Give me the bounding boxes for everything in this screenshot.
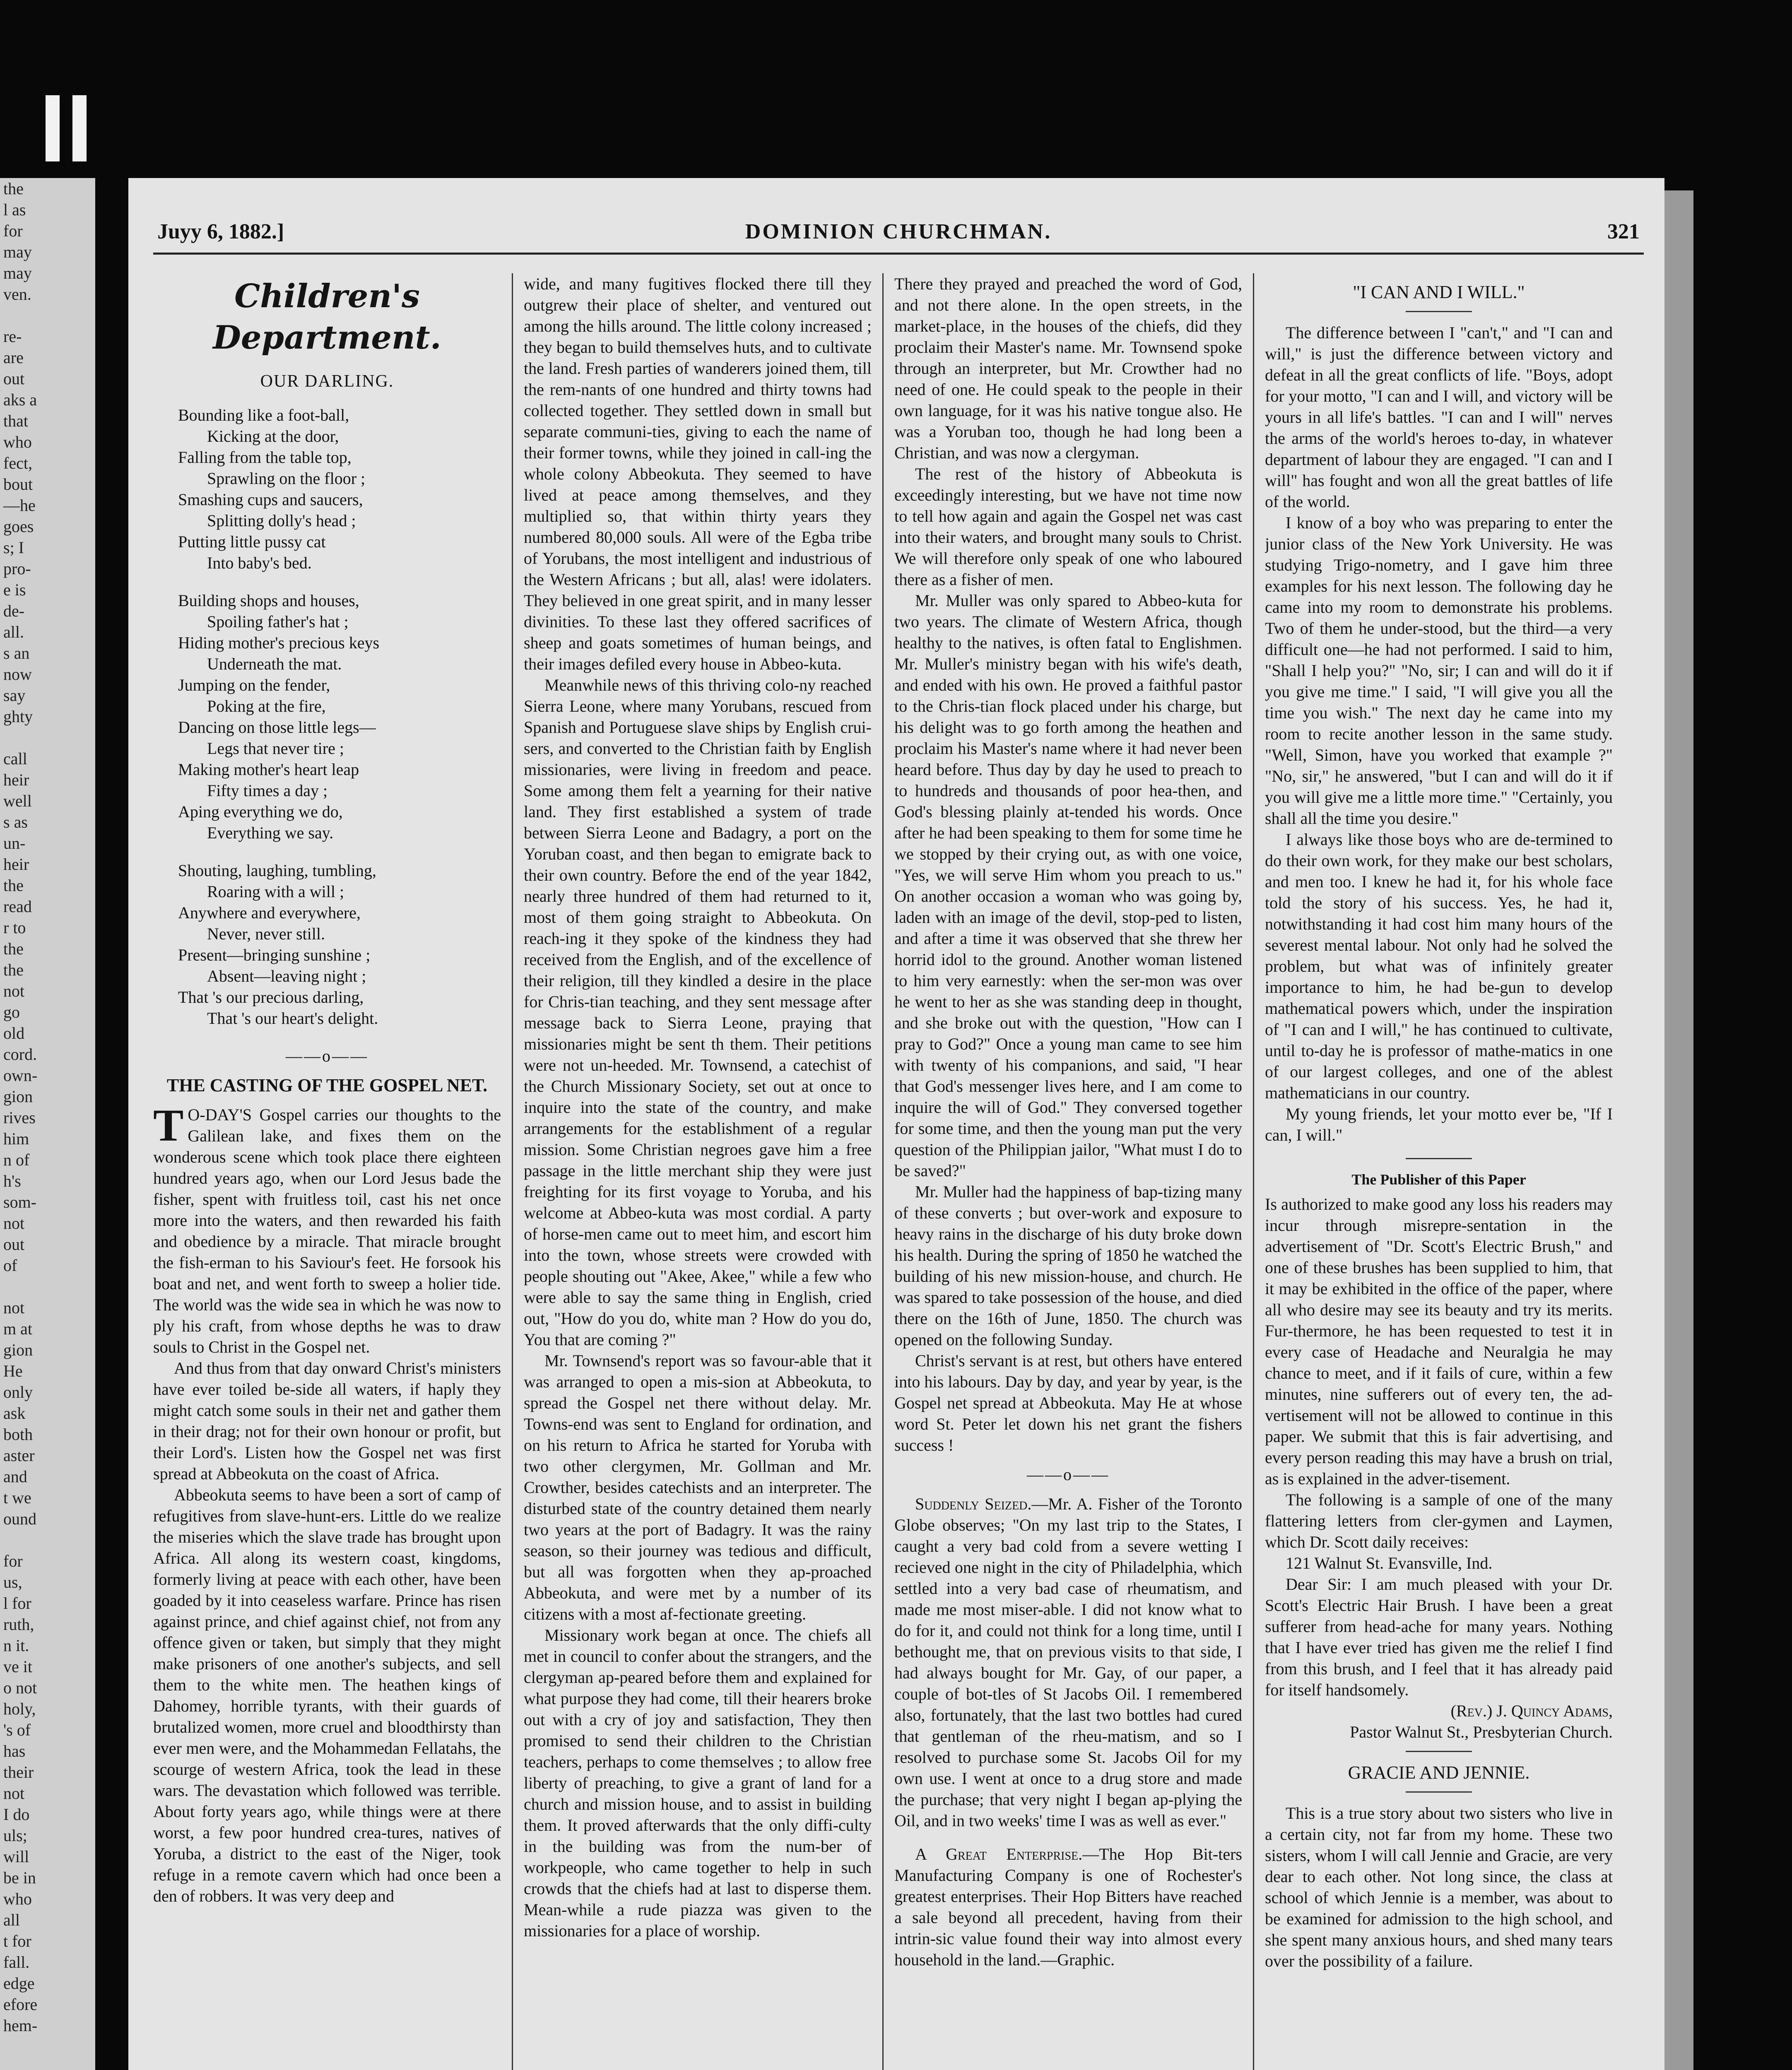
previous-page-fragment: all. [3, 623, 24, 641]
poem-line: Fifty times a day ; [207, 781, 328, 800]
previous-page-fragment: him [3, 1129, 29, 1148]
article-paragraph: My young friends, let your motto ever be, "If I can, I will." [1265, 1105, 1613, 1144]
previous-page-fragment: n of [3, 1151, 30, 1169]
poem-title: OUR DARLING. [260, 372, 394, 391]
column-rule-3 [1253, 273, 1254, 2070]
previous-page-fragment: for [3, 221, 23, 240]
poem-line: Everything we say. [207, 823, 334, 842]
previous-page-fragment: the [3, 939, 24, 958]
column-2 [524, 273, 872, 2070]
previous-page-fragment: old [3, 1024, 25, 1042]
poem-line: Smashing cups and saucers, [178, 490, 363, 509]
previous-page-fragment: fect, [3, 454, 32, 472]
poem-stanza [178, 860, 501, 1029]
previous-page-fragment: will [3, 1847, 29, 1866]
poem-line: Legs that never tire ; [207, 739, 344, 758]
article-paragraph: I know of a boy who was preparing to enter the junior class of the New York University. He was studying Trigo-nometry, and I gave him three examples for his next lesson. The following day he came into my room to demonstrate his problems. Two of them he under-stood, but the third—a very difficult one—he had not performed. I said to him, "Shall I help you?" "No, sir; I can and will do it if you give me time." I said, "I will give you all the time you wish." The next day he came into my room to recite another lesson in the same study. "Well, Simon, have you worked that example ?" "No, sir," he answered, "but I can and will do it if you will give me a little more time." "Certainly, you shall all the time you desire." [1265, 513, 1613, 828]
previous-page-fragment [0, 1276, 95, 1297]
previous-page-fragment: gion [3, 1087, 33, 1106]
previous-page-fragment: the [3, 876, 24, 895]
previous-page-fragment: m at [3, 1319, 32, 1338]
previous-page-fragment: l as [3, 200, 26, 219]
previous-page-fragment: 's of [3, 1721, 31, 1739]
article-paragraph: Abbeokuta seems to have been a sort of camp of refugitives from slave-hunt-ers. Little do we realize the miseries which the slave trade has brought upon Africa. All along its western coast, kingdoms, formerly living at peace with each other, have been goaded by it into ceaseless warfare. Prince has risen against prince, and chief against chief, not from any offence given or taken, but simply that they might make prisoners of one another's subjects, and sell them to the white men. The heathen kings of Dahomey, horrible tyrants, with their guards of brutalized women, more cruel and bloodthirsty than ever men were, and the Mohammedan Fellatahs, the scourge of western Africa, took the lead in these wars. The devastation which followed was terrible. About forty years ago, while things were at there worst, a few poor hundred crea-tures, natives of Yoruba, a district to the east of the Niger, took refuge in a remote cavern which had once been a den of robbers. It was very deep and [153, 1485, 501, 1905]
poem-line: Poking at the fire, [207, 697, 326, 715]
previous-page-fragment: not [3, 982, 25, 1000]
poem-line: Bounding like a foot-ball, [178, 406, 349, 424]
previous-page-fragment: go [3, 1003, 20, 1021]
previous-page-fragment: ask [3, 1404, 26, 1423]
previous-page-fragment: bout [3, 475, 33, 493]
previous-page-fragment: say [3, 686, 26, 705]
previous-page-fragment: cord. [3, 1045, 37, 1064]
news-item-lead: Suddenly Seized. [915, 1495, 1032, 1513]
article-paragraph: Mr. Townsend's report was so favour-able that it was arranged to open a mis-sion at Abbeokuta, to spread the Gospel net there without delay. Mr. Towns-end was sent to England for ordination, and on his return to Africa he started for Yoruba with two other clergymen, Mr. Gollman and Mr. Crowther, besides catechists and an interpreter. The disturbed state of the country detained them nearly two years at the port of Badagry. It was the rainy season, so their journey was tedious and difficult, but all was forgotten when they ap-proached Abbeokuta, and were met by a number of its citizens with a most af-fectionate greeting. [524, 1351, 872, 1623]
previous-page-fragment: all [3, 1911, 20, 1929]
publisher-notice: The following is a sample of one of the many flattering letters from cler-gymen and Laymen, which Dr. Scott daily receives: [1265, 1490, 1613, 1551]
poem-line: Roaring with a will ; [207, 882, 344, 901]
previous-page-fragment: for [3, 1552, 23, 1570]
previous-page-fragment: be in [3, 1868, 36, 1887]
previous-page-fragment: gion [3, 1341, 33, 1359]
article-paragraph: Mr. Muller had the happiness of bap-tizing many of these converts ; but over-work and exposure to heavy rains in the discharge of his duty broke down his health. During the spring of 1850 he watched the building of his new mission-house, and church. He was spared to take possession of the house, and died there on the 16th of June, 1850. The church was opened on the following Sunday. [894, 1182, 1242, 1349]
previous-page-fragment: are [3, 348, 24, 367]
previous-page-fragment: hem- [3, 2016, 38, 2035]
previous-page-fragment: r to [3, 918, 26, 937]
article-title: THE CASTING OF THE GOSPEL NET. [166, 1075, 488, 1095]
previous-page-fragment: call [3, 749, 27, 768]
previous-page-fragment: well [3, 792, 32, 810]
previous-page-fragment: goes [3, 517, 34, 536]
previous-page-fragment: aster [3, 1446, 35, 1465]
previous-page-fragment: re- [3, 327, 22, 346]
previous-page-fragment: now [3, 665, 32, 684]
poem-line: Kicking at the door, [207, 427, 339, 445]
previous-page-fragment: n it. [3, 1636, 29, 1655]
drop-cap: T [153, 1100, 184, 1151]
article-paragraph: wide, and many fugitives flocked there till they outgrew their place of shelter, and ventured out among the hills around. The little colony increased ; they began to build themselves huts, and to cultivate the land. Fresh parties of wanderers joined them, till the rem-nants of one hundred and thirty towns had collected together. They settled down in small but separate communi-ties, giving to each the name of their former towns, while they joined in call-ing the whole colony Abbeokuta. They seemed to have lived at peace among themselves, and they multiplied so, that within thirty years they numbered 80,000 souls. All were of the Egba tribe of Yorubans, the most intelligent and industrious of the Western Africans ; but all, alas! were idolaters. They believed in one great spirit, and in many lesser divinities. To these last they offered sacrifices of sheep and goats sometimes of human beings, and their images defiled every house in Abbeo-kuta. [524, 274, 872, 673]
previous-page-fragment: l for [3, 1594, 31, 1613]
letter-signature: (Rev.) J. Quincy Adams, [1450, 1702, 1613, 1720]
previous-page-fragment: not [3, 1214, 25, 1232]
previous-page-fragment: ve it [3, 1657, 32, 1676]
separator: ——o—— [286, 1047, 369, 1065]
article-paragraph: Meanwhile news of this thriving colo-ny reached Sierra Leone, where many Yorubans, rescued from Spanish and Portuguese slave ships by English crui-sers, and converted to the Christian faith by English missionaries, were living in freedom and peace. Some among them felt a yearning for their native land. They first established a system of trade between Sierra Leone and Badagry, a port on the Yoruban coast, and then began to emigrate back to their own country. Before the end of the year 1842, nearly three hundred of them had returned to it, most of them going straight to Abbeokuta. On reach-ing it they spoke of the kindness they had received from the English, and of the excellence of their religion, till they kindled a desire in the place for Chris-tian teaching, and they sent message after message back to Sierra Leone, praying that missionaries might be sent th them. Their petitions were not un-heeded. Mr. Townsend, a catechist of the Church Missionary Society, set out at once to inquire into the state of the country, and make arrangements for the establishment of a regular mission. Some Christian negroes gave him a free passage in the little merchant ship they were just freighting for its first voyage to Yoruba, and his welcome at Abbeo-kuta was most cordial. A party of horse-men came out to meet him, and escort him into the town, whose streets were crowded with people shouting out "Akee, Akee," while a few who were able to say the same thing in English, cried out, "How do you do, white man ? How do you do, You that are coming ?" [524, 676, 872, 1349]
article-paragraph: The rest of the history of Abbeokuta is exceedingly interesting, but we have not time now to tell how again and again the Gospel net was cast into their waters, and brought many souls to Christ. We will therefore only speak of one who laboured there as a fisher of men. [894, 465, 1242, 589]
news-item-lead: A Great Enterprise. [915, 1845, 1083, 1863]
previous-page-fragment: not [3, 1298, 25, 1317]
poem-line: Putting little pussy cat [178, 532, 326, 551]
previous-page-fragment: som- [3, 1193, 36, 1211]
separator: ——o—— [1027, 1465, 1110, 1484]
previous-page-fragment: not [3, 1784, 25, 1803]
previous-page-fragment: us, [3, 1573, 22, 1591]
previous-page-fragment: the [3, 179, 24, 198]
header-rule [153, 253, 1644, 255]
letter-signature-title: Pastor Walnut St., Presbyterian Church. [1350, 1723, 1613, 1741]
short-rule [1406, 1751, 1472, 1752]
article-paragraph: The difference between I "can't," and "I can and will," is just the difference between victory and defeat in all the great conflicts of life. "Boys, adopt for your motto, "I can and I will, and victory will be yours in all life's battles. "I can and I will" nerves the arms of the world's heroes to-day, in whatever department of labour they are engaged. "I can and I will" has fought and won all the great battles of life of the world. [1265, 323, 1613, 511]
previous-page-fragment: out [3, 369, 25, 388]
previous-page-fragment: the [3, 960, 24, 979]
previous-page-fragment: t for [3, 1932, 31, 1950]
article-paragraph: Mr. Muller was only spared to Abbeo-kuta for two years. The climate of Western Africa, though healthy to the natives, is often fatal to Englishmen. Mr. Muller's ministry began with his wife's death, and ended with his own. He proved a faithful pastor to the Chris-tian flock placed under his charge, but his delight was to go forth among the heathen and proclaim his Master's name where it had never been heard before. Thus day by day he used to preach to to hundreds and thousands of poor hea-then, and God's blessing plainly at-tended his words. Once after he had been speaking to them for some time he we stopped by their crying out, as with one voice, "Yes, we will serve Him whom you preach to us." On another occasion a woman who was going by, laden with an image of the devil, stop-ped to listen, and after a time it was observed that she threw her horrid idol to the ground. Another woman listened to him very earnestly: when the ser-mon was over he went to her as she was standing deep in thought, and she broke out with the question, "How can I pray to God?" Once a young man came to see him with twenty of his companions, and said, "I hear that God's messenger lives here, and I am come to inquire the will of God." They conversed together for some time, and then the young man put the very question of the Philippian jailor, "What must I do to be saved?" [894, 591, 1242, 1180]
article-paragraph: Missionary work began at once. The chiefs all met in council to confer about the strangers, and the clergyman ap-peared before them and explained for what purpose they had come, till their hearers broke out with a cry of joy and satisfaction, They then promised to send their children to the Christian teachers, perhaps to come themselves ; to allow free liberty of preaching, to give a grant of land for a church and mission house, and to assist in building them. It proved afterwards that the only diffi-culty in the building was from the num-ber of workpeople, who came together to help in such crowds that the chiefs had at last to disperse them. Mean-while a rude piazza was given to the missionaries for a place of worship. [524, 1626, 872, 1940]
film-mark-top-right [72, 95, 87, 161]
previous-page-fragment: heir [3, 855, 29, 874]
previous-page-fragment: their [3, 1763, 34, 1781]
previous-page-fragment: s; I [3, 538, 24, 557]
previous-page-fragment: heir [3, 770, 29, 789]
article-paragraph: I always like those boys who are de-termined to do their own work, for they make our best scholars, and men too. I knew he had it, for his whole face told the story of his success. Yes, he had it, notwithstanding it had cost him many hours of the severest mental labour. Not only had he solved the problem, but what was of infinitely greater importance to him, he had be-gun to develop mathematical powers which, under the inspiration of "I can and I will," he has continued to cultivate, until to-day he is professor of mathe-matics in one of our largest colleges, and one of the ablest mathematicians in our country. [1265, 830, 1613, 1102]
previous-page-fragment: ghty [3, 707, 33, 726]
previous-page-fragment [0, 1529, 95, 1550]
previous-page-fragment: out [3, 1235, 25, 1254]
department-title: Children's Department. [213, 277, 441, 356]
poem-line: Underneath the mat. [207, 655, 342, 673]
news-item-suddenly-seized: Suddenly Seized.—Mr. A. Fisher of the Toronto Globe observes; "On my last trip to the States, I caught a very bad cold from a severe wetting I recieved one night in the city of Philadelphia, which settled into a very bad case of rheumatism, and made me most miser-able. I did not know what to do for it, and could not think for a long time, until I bethought me, that on previous visits to that side, I had always bought for Mr. Gay, of our paper, a couple of bot-tles of St Jacobs Oil. I remembered also, fortunately, that the last two bottles had cured that gentleman of the rheu-matism, and so I resolved to purchase some St. Jacobs Oil for my own use. I went at once to a drug store and made the purchase; that very night I began ap-plying the Oil, and in two weeks' time I was as well as ever." [894, 1495, 1242, 1830]
short-rule [1406, 1158, 1472, 1159]
previous-page-fragment: who [3, 1889, 32, 1908]
article-paragraph: There they prayed and preached the word of God, and not there alone. In the open streets, in the market-place, in the houses of the chiefs, did they proclaim their Master's name. Mr. Townsend spoke through an interpreter, but Mr. Crowther had no need of one. He could speak to the people in their own language, for it was his native tongue also. He was a Yoruban too, though he had long been a Christian, and was now a clergyman. [894, 274, 1242, 462]
previous-page-fragment: holy, [3, 1699, 36, 1718]
previous-page-fragment: that [3, 412, 28, 430]
poem-line: Anywhere and everywhere, [178, 903, 361, 922]
previous-page-fragment: has [3, 1742, 26, 1760]
story-paragraph: This is a true story about two sisters who live in a certain city, not far from my home. These two sisters, whom I will call Jennie and Gracie, are very dear to each other. Not long since, the class at school of which Jennie is a member, was about to be examined for admission to the high school, and she spent many anxious hours, and shed many tears over the possibility of a failure. [1265, 1804, 1613, 1970]
previous-page-fragment [0, 727, 95, 748]
previous-page-fragment: de- [3, 602, 25, 620]
previous-page-fragment: edge [3, 1974, 35, 1993]
previous-page-fragment: fall. [3, 1953, 30, 1971]
column-rule-1 [512, 273, 513, 2070]
previous-page-fragment: I do [3, 1805, 30, 1824]
previous-page-fragment: may [3, 264, 32, 282]
poem-line: Building shops and houses, [178, 591, 359, 610]
poem-stanza [178, 590, 501, 843]
short-rule [1406, 311, 1472, 312]
article-title: "I CAN AND I WILL." [1353, 282, 1525, 302]
poem-line: Dancing on those little legs— [178, 718, 376, 737]
poem-stanza [178, 404, 501, 573]
poem-line: Aping everything we do, [178, 802, 343, 821]
previous-page-fragment: read [3, 897, 32, 916]
previous-page-fragment: both [3, 1425, 33, 1444]
poem-body [153, 404, 501, 1029]
poem-line: Shouting, laughing, tumbling, [178, 861, 376, 880]
poem-line: Falling from the table top, [178, 448, 352, 467]
poem-line: Into baby's bed. [207, 554, 312, 572]
newspaper-title: DOMINION CHURCHMAN. [745, 220, 1052, 243]
previous-page-fragment: h's [3, 1172, 21, 1190]
publisher-notice: Is authorized to make good any loss his readers may incur through misrepre-sentation in the advertisement of "Dr. Scott's Electric Brush," and one of these brushes has been supplied to him, that it may be exhibited in the office of the paper, where all who desire may see its beauty and try its merits. Fur-thermore, he has been requested to test it in every case of Headache and Neuralgia he may chance to meet, and if it fails of cure, within a few minutes, nine sufferers out of every ten, the ad-vertisement will not be allowed to continue in this paper. We submit that this is fair advertising, and every person reading this may have a brush on trial, as is explained in the adver-tisement. [1265, 1195, 1613, 1488]
previous-page-fragment: pro- [3, 559, 31, 578]
previous-page-fragment: may [3, 243, 32, 261]
issue-date: Juyy 6, 1882.] [157, 220, 284, 243]
previous-page-fragment: aks a [3, 390, 37, 409]
poem-line: That 's our heart's delight. [207, 1009, 378, 1028]
previous-page-fragment: un- [3, 834, 26, 852]
previous-page-edge [0, 178, 95, 2070]
previous-page-fragment: ruth, [3, 1615, 34, 1634]
previous-page-fragments [0, 178, 95, 2036]
previous-page-fragment: uls; [3, 1826, 27, 1845]
poem-line: That 's our precious darling, [178, 988, 364, 1006]
previous-page-fragment: rives [3, 1108, 36, 1127]
previous-page-fragment: He [3, 1362, 23, 1380]
article-body [153, 1100, 501, 1906]
column-4 [1265, 273, 1613, 2070]
page-number: 321 [1607, 220, 1640, 243]
article-paragraph: T O-DAY'S Gospel carries our thoughts to the Galilean lake, and fixes them on the wonderous scene which took place there eighteen hundred years ago, when our Lord Jesus bade the fisher, spent with fruitless toil, cast his net once more into the waters, and then rewarded his faith and obedience by a miracle. That miracle brought the fish-erman to his Saviour's feet. He forsook his boat and net, and went forth to sweep a holier tide. The world was the wide sea in which he was now to ply his craft, from whose depths he was to draw souls to Christ in the Gospel net. [153, 1100, 501, 1356]
column-1 [153, 273, 501, 2070]
poem-line: Spoiling father's hat ; [207, 612, 349, 631]
previous-page-fragment: —he [3, 496, 36, 515]
poem-line: Absent—leaving night ; [207, 967, 366, 985]
film-mark-top-left [46, 95, 60, 161]
previous-page-fragment: t we [3, 1488, 31, 1507]
letter-address: 121 Walnut St. Evansville, Ind. [1286, 1554, 1493, 1572]
previous-page-fragment: e is [3, 580, 26, 599]
poem-line: Sprawling on the floor ; [207, 469, 366, 488]
previous-page-fragment: ven. [3, 285, 31, 303]
column-3 [894, 273, 1242, 2070]
newspaper-page [128, 178, 1664, 2070]
story-title: GRACIE AND JENNIE. [1348, 1762, 1530, 1783]
article-paragraph: And thus from that day onward Christ's ministers have ever toiled be-side all waters, if haply they might catch some souls in their net and gather them in their drag; not for their own honour or profit, but their Lord's. Listen how the Gospel net was first spread at Abbeokuta on the coast of Africa. [153, 1359, 501, 1483]
column-rule-2 [882, 273, 884, 2070]
previous-page-fragment: own- [3, 1066, 38, 1085]
poem-line: Making mother's heart leap [178, 760, 359, 779]
previous-page-fragment [0, 305, 95, 326]
previous-page-fragment: o not [3, 1678, 37, 1697]
news-item-great-enterprise: A Great Enterprise.—The Hop Bit-ters Manufacturing Company is one of Rochester's greatest enterprises. Their Hop Bitters have reached a sale beyond all precedent, having from their intrin-sic value found their way into almost every household in the land.—Graphic. [894, 1845, 1242, 1969]
poem-line: Hiding mother's precious keys [178, 633, 380, 652]
article-paragraph: Christ's servant is at rest, but others have entered into his labours. Day by day, and year by year, is the Gospel net spread at Abbeokuta. May He at whose word St. Peter let down his net grant the fishers success ! [894, 1351, 1242, 1454]
previous-page-fragment: efore [3, 1995, 38, 2014]
previous-page-fragment: and [3, 1467, 27, 1486]
previous-page-fragment: s as [3, 813, 28, 831]
previous-page-fragment: only [3, 1383, 33, 1401]
previous-page-fragment: ound [3, 1509, 36, 1528]
poem-line: Never, never still. [207, 924, 325, 943]
short-rule [1406, 1791, 1472, 1793]
previous-page-fragment: who [3, 433, 32, 451]
previous-page-fragment: s an [3, 644, 30, 662]
letter-body: Dear Sir: I am much pleased with your Dr. Scott's Electric Hair Brush. I have been a great sufferer from head-ache for many years. Nothing that I have ever tried has given me the relief I find from this brush, and I feel that it has already paid for itself handsomely. [1265, 1575, 1613, 1699]
poem-line: Splitting dolly's head ; [207, 511, 356, 530]
previous-page-fragment: of [3, 1256, 17, 1275]
poem-line: Present—bringing sunshine ; [178, 946, 371, 964]
page-header [157, 219, 1640, 248]
publisher-notice-heading: The Publisher of this Paper [1351, 1171, 1526, 1188]
poem-line: Jumping on the fender, [178, 676, 330, 694]
